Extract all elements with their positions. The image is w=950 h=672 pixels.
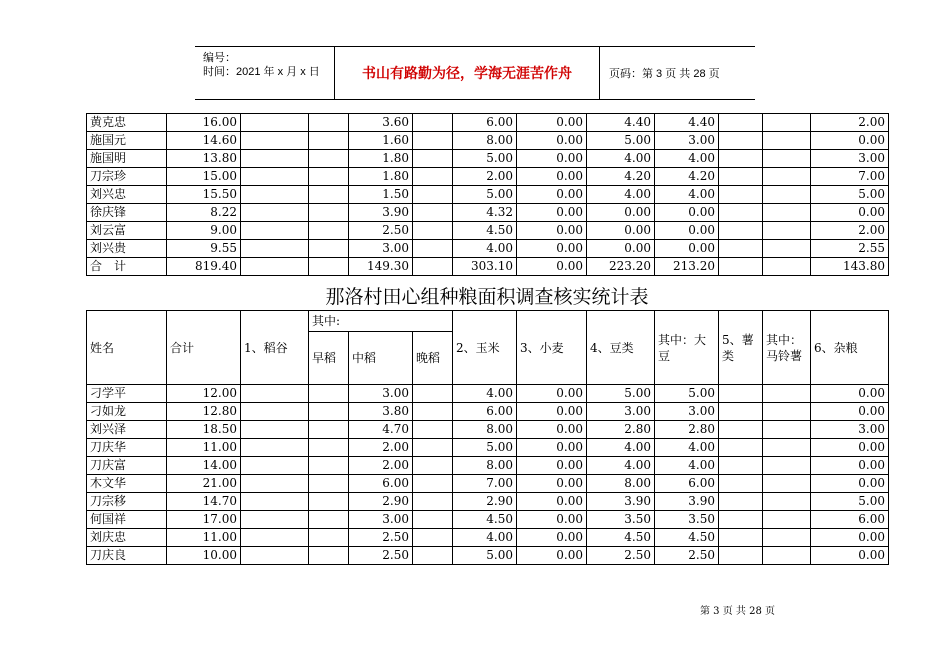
row-value-cell: 8.00 — [453, 457, 517, 475]
row-value-cell — [719, 132, 763, 150]
row-value-cell — [719, 168, 763, 186]
row-value-cell: 3.00 — [349, 240, 413, 258]
row-name-cell: 刘云富 — [87, 222, 167, 240]
header-meta — [195, 47, 335, 99]
header-tubers: 5、薯类 — [719, 311, 763, 385]
row-value-cell: 7.00 — [811, 168, 889, 186]
row-value-cell — [763, 385, 811, 403]
row-value-cell — [413, 421, 453, 439]
row-value-cell: 5.00 — [587, 385, 655, 403]
header-name: 姓名 — [87, 311, 167, 385]
row-value-cell — [719, 114, 763, 132]
row-value-cell: 0.00 — [655, 222, 719, 240]
row-value-cell: 2.50 — [587, 547, 655, 565]
row-value-cell: 3.00 — [811, 421, 889, 439]
row-value-cell: 3.90 — [655, 493, 719, 511]
row-value-cell — [719, 511, 763, 529]
table-row — [87, 439, 889, 457]
row-value-cell — [719, 475, 763, 493]
row-value-cell — [719, 385, 763, 403]
row-value-cell — [719, 222, 763, 240]
page-header — [195, 46, 755, 100]
row-value-cell — [763, 150, 811, 168]
row-value-cell: 4.50 — [587, 529, 655, 547]
row-value-cell — [309, 168, 349, 186]
row-value-cell: 5.00 — [453, 186, 517, 204]
row-value-cell — [719, 240, 763, 258]
header-beans: 4、豆类 — [587, 311, 655, 385]
row-value-cell: 0.00 — [517, 132, 587, 150]
table-title: 那洛村田心组种粮面积调查核实统计表 — [325, 286, 649, 308]
row-value-cell — [241, 168, 309, 186]
row-value-cell — [241, 258, 309, 276]
row-value-cell: 15.50 — [167, 186, 241, 204]
row-value-cell: 12.00 — [167, 385, 241, 403]
row-value-cell — [719, 421, 763, 439]
row-value-cell: 18.50 — [167, 421, 241, 439]
row-value-cell — [763, 403, 811, 421]
table-row — [87, 150, 889, 168]
row-value-cell — [763, 168, 811, 186]
row-value-cell: 0.00 — [811, 439, 889, 457]
row-value-cell: 3.00 — [655, 403, 719, 421]
row-value-cell: 7.00 — [453, 475, 517, 493]
row-value-cell: 3.00 — [587, 403, 655, 421]
row-value-cell — [309, 529, 349, 547]
row-value-cell: 4.00 — [655, 186, 719, 204]
row-value-cell: 2.00 — [349, 457, 413, 475]
row-value-cell: 6.00 — [453, 403, 517, 421]
grain-area-table — [86, 310, 889, 565]
row-value-cell: 4.00 — [587, 150, 655, 168]
table-row — [87, 421, 889, 439]
row-value-cell: 4.20 — [655, 168, 719, 186]
row-value-cell: 8.00 — [453, 132, 517, 150]
row-name-cell: 合 计 — [87, 258, 167, 276]
row-value-cell: 303.10 — [453, 258, 517, 276]
row-value-cell: 223.20 — [587, 258, 655, 276]
row-value-cell: 0.00 — [811, 385, 889, 403]
row-value-cell: 0.00 — [517, 475, 587, 493]
row-value-cell: 5.00 — [811, 186, 889, 204]
row-value-cell: 0.00 — [811, 204, 889, 222]
row-value-cell: 11.00 — [167, 439, 241, 457]
row-value-cell — [241, 475, 309, 493]
table-row — [87, 529, 889, 547]
row-name-cell: 黄克忠 — [87, 114, 167, 132]
row-value-cell — [309, 132, 349, 150]
row-value-cell — [763, 222, 811, 240]
number-label: 编号： — [203, 52, 236, 64]
row-value-cell — [413, 457, 453, 475]
row-value-cell — [413, 529, 453, 547]
table-row — [87, 168, 889, 186]
row-value-cell: 3.00 — [349, 385, 413, 403]
table-row — [87, 493, 889, 511]
row-value-cell: 3.90 — [587, 493, 655, 511]
row-value-cell: 5.00 — [587, 132, 655, 150]
row-value-cell: 12.80 — [167, 403, 241, 421]
row-value-cell — [241, 186, 309, 204]
row-value-cell: 4.40 — [587, 114, 655, 132]
row-value-cell — [763, 114, 811, 132]
row-value-cell — [413, 204, 453, 222]
row-value-cell — [719, 204, 763, 222]
row-value-cell: 4.50 — [655, 529, 719, 547]
row-value-cell: 0.00 — [517, 150, 587, 168]
row-name-cell: 刘兴贵 — [87, 240, 167, 258]
row-value-cell: 0.00 — [811, 475, 889, 493]
row-value-cell — [241, 403, 309, 421]
row-value-cell: 16.00 — [167, 114, 241, 132]
row-value-cell — [309, 547, 349, 565]
table-continuation — [86, 113, 889, 276]
row-value-cell — [309, 186, 349, 204]
row-value-cell — [309, 222, 349, 240]
row-value-cell — [309, 475, 349, 493]
table-row — [87, 457, 889, 475]
row-value-cell — [719, 150, 763, 168]
table-row — [87, 222, 889, 240]
row-value-cell: 4.00 — [587, 186, 655, 204]
row-value-cell — [241, 529, 309, 547]
row-value-cell: 3.00 — [349, 511, 413, 529]
header-row-1 — [87, 311, 889, 332]
row-value-cell: 1.80 — [349, 150, 413, 168]
header-of-which: 其中: — [309, 311, 453, 332]
row-value-cell: 4.00 — [655, 457, 719, 475]
row-value-cell — [763, 132, 811, 150]
row-value-cell: 6.00 — [453, 114, 517, 132]
row-value-cell: 2.90 — [349, 493, 413, 511]
row-value-cell: 0.00 — [517, 240, 587, 258]
row-name-cell: 刀宗移 — [87, 493, 167, 511]
row-value-cell: 0.00 — [517, 529, 587, 547]
row-value-cell: 5.00 — [811, 493, 889, 511]
row-value-cell: 14.60 — [167, 132, 241, 150]
row-value-cell — [719, 457, 763, 475]
time-label: 时间：2021 年 x 月 x 日 — [203, 66, 320, 78]
row-value-cell: 5.00 — [655, 385, 719, 403]
header-wheat: 3、小麦 — [517, 311, 587, 385]
row-value-cell: 3.90 — [349, 204, 413, 222]
row-value-cell: 4.50 — [453, 511, 517, 529]
row-value-cell: 2.00 — [811, 222, 889, 240]
row-value-cell — [413, 439, 453, 457]
row-name-cell: 刘庆忠 — [87, 529, 167, 547]
row-value-cell: 3.80 — [349, 403, 413, 421]
row-value-cell: 1.60 — [349, 132, 413, 150]
row-name-cell: 刁学平 — [87, 385, 167, 403]
row-value-cell: 0.00 — [587, 222, 655, 240]
table-row — [87, 385, 889, 403]
row-value-cell — [413, 168, 453, 186]
row-value-cell — [241, 421, 309, 439]
row-value-cell: 6.00 — [349, 475, 413, 493]
row-value-cell: 4.00 — [453, 385, 517, 403]
row-value-cell: 4.32 — [453, 204, 517, 222]
row-value-cell — [241, 114, 309, 132]
row-value-cell: 3.00 — [811, 150, 889, 168]
table-row — [87, 403, 889, 421]
row-value-cell — [413, 403, 453, 421]
row-name-cell: 施国元 — [87, 132, 167, 150]
row-value-cell — [763, 547, 811, 565]
row-value-cell — [719, 493, 763, 511]
row-value-cell — [309, 385, 349, 403]
row-name-cell: 木文华 — [87, 475, 167, 493]
row-value-cell: 2.50 — [349, 222, 413, 240]
row-value-cell — [763, 240, 811, 258]
row-value-cell: 0.00 — [517, 258, 587, 276]
row-value-cell: 2.50 — [349, 529, 413, 547]
row-value-cell: 0.00 — [517, 168, 587, 186]
row-value-cell: 819.40 — [167, 258, 241, 276]
row-value-cell — [413, 222, 453, 240]
grain-area-table-body — [87, 385, 889, 565]
row-value-cell: 8.22 — [167, 204, 241, 222]
row-value-cell — [309, 493, 349, 511]
row-value-cell: 0.00 — [517, 547, 587, 565]
row-value-cell — [309, 511, 349, 529]
row-value-cell: 4.20 — [587, 168, 655, 186]
row-value-cell: 0.00 — [811, 529, 889, 547]
row-value-cell — [413, 511, 453, 529]
row-value-cell — [719, 186, 763, 204]
row-value-cell: 13.80 — [167, 150, 241, 168]
row-value-cell: 2.90 — [453, 493, 517, 511]
row-value-cell: 5.00 — [453, 547, 517, 565]
row-value-cell — [413, 150, 453, 168]
row-value-cell: 4.00 — [453, 529, 517, 547]
table-row — [87, 114, 889, 132]
page-footer: 第 3 页 共 28 页 — [700, 606, 775, 617]
row-value-cell: 8.00 — [453, 421, 517, 439]
row-value-cell — [763, 493, 811, 511]
row-value-cell: 3.50 — [655, 511, 719, 529]
table-row — [87, 511, 889, 529]
header-early-rice: 早稻 — [309, 332, 349, 385]
row-value-cell: 0.00 — [517, 493, 587, 511]
table-row — [87, 547, 889, 565]
row-value-cell — [719, 258, 763, 276]
row-value-cell — [309, 240, 349, 258]
row-name-cell: 刀庆华 — [87, 439, 167, 457]
row-value-cell — [309, 204, 349, 222]
row-value-cell — [763, 421, 811, 439]
row-value-cell: 0.00 — [517, 204, 587, 222]
row-value-cell: 0.00 — [587, 240, 655, 258]
row-value-cell: 0.00 — [517, 421, 587, 439]
row-value-cell: 6.00 — [811, 511, 889, 529]
row-value-cell: 0.00 — [811, 132, 889, 150]
row-value-cell: 2.00 — [349, 439, 413, 457]
row-value-cell: 2.55 — [811, 240, 889, 258]
row-value-cell: 1.50 — [349, 186, 413, 204]
row-value-cell: 4.00 — [587, 439, 655, 457]
row-value-cell — [763, 475, 811, 493]
row-value-cell: 4.50 — [453, 222, 517, 240]
row-value-cell: 8.00 — [587, 475, 655, 493]
row-value-cell — [241, 240, 309, 258]
row-value-cell — [763, 439, 811, 457]
row-value-cell: 0.00 — [517, 439, 587, 457]
row-value-cell: 4.00 — [655, 150, 719, 168]
row-value-cell — [413, 493, 453, 511]
row-value-cell: 1.80 — [349, 168, 413, 186]
header-potato: 其中：马铃薯 — [763, 311, 811, 385]
header-page-label: 页码：第 3 页 共 28 页 — [609, 68, 720, 80]
row-value-cell: 0.00 — [517, 186, 587, 204]
row-value-cell: 0.00 — [517, 403, 587, 421]
row-value-cell: 5.00 — [453, 439, 517, 457]
row-value-cell — [241, 204, 309, 222]
row-value-cell — [719, 403, 763, 421]
row-value-cell: 3.50 — [587, 511, 655, 529]
row-value-cell: 2.80 — [655, 421, 719, 439]
row-value-cell — [309, 457, 349, 475]
row-value-cell: 14.70 — [167, 493, 241, 511]
row-value-cell: 9.00 — [167, 222, 241, 240]
row-name-cell: 何国祥 — [87, 511, 167, 529]
row-value-cell: 0.00 — [655, 240, 719, 258]
row-value-cell: 0.00 — [517, 222, 587, 240]
table-row — [87, 258, 889, 276]
row-value-cell — [763, 204, 811, 222]
row-value-cell: 3.00 — [655, 132, 719, 150]
row-value-cell: 0.00 — [517, 385, 587, 403]
row-value-cell — [719, 547, 763, 565]
row-value-cell: 213.20 — [655, 258, 719, 276]
row-value-cell: 4.40 — [655, 114, 719, 132]
row-value-cell — [241, 547, 309, 565]
header-soybean: 其中：大豆 — [655, 311, 719, 385]
row-name-cell: 刀庆富 — [87, 457, 167, 475]
row-value-cell — [413, 114, 453, 132]
table-row — [87, 240, 889, 258]
row-value-cell: 3.60 — [349, 114, 413, 132]
row-value-cell — [763, 529, 811, 547]
row-value-cell: 11.00 — [167, 529, 241, 547]
row-value-cell — [719, 529, 763, 547]
row-value-cell: 5.00 — [453, 150, 517, 168]
row-value-cell: 17.00 — [167, 511, 241, 529]
row-value-cell: 149.30 — [349, 258, 413, 276]
row-value-cell: 0.00 — [811, 403, 889, 421]
header-mid-rice: 中稻 — [349, 332, 413, 385]
row-value-cell — [241, 222, 309, 240]
row-value-cell: 2.50 — [349, 547, 413, 565]
row-value-cell: 143.80 — [811, 258, 889, 276]
header-total: 合计 — [167, 311, 241, 385]
row-value-cell — [413, 186, 453, 204]
row-name-cell: 刀庆良 — [87, 547, 167, 565]
row-value-cell — [763, 457, 811, 475]
row-value-cell: 0.00 — [655, 204, 719, 222]
row-value-cell: 0.00 — [517, 457, 587, 475]
row-value-cell — [309, 403, 349, 421]
row-value-cell: 2.80 — [587, 421, 655, 439]
row-name-cell: 刘兴忠 — [87, 186, 167, 204]
row-value-cell: 6.00 — [655, 475, 719, 493]
row-value-cell — [241, 439, 309, 457]
row-value-cell — [241, 385, 309, 403]
header-rice: 1、稻谷 — [241, 311, 309, 385]
row-value-cell: 4.00 — [453, 240, 517, 258]
row-value-cell: 2.00 — [453, 168, 517, 186]
row-value-cell — [413, 240, 453, 258]
row-value-cell — [413, 547, 453, 565]
row-value-cell — [241, 511, 309, 529]
row-value-cell — [763, 511, 811, 529]
header-misc: 6、杂粮 — [811, 311, 889, 385]
row-value-cell — [309, 439, 349, 457]
row-value-cell — [241, 132, 309, 150]
row-value-cell — [241, 457, 309, 475]
row-value-cell — [413, 475, 453, 493]
row-name-cell: 刁如龙 — [87, 403, 167, 421]
row-value-cell — [241, 150, 309, 168]
table-row — [87, 186, 889, 204]
row-value-cell — [719, 439, 763, 457]
row-value-cell: 4.70 — [349, 421, 413, 439]
row-value-cell — [413, 258, 453, 276]
row-name-cell: 刘兴泽 — [87, 421, 167, 439]
row-name-cell: 施国明 — [87, 150, 167, 168]
header-motto: 书山有路勤为径，学海无涯苦作舟 — [335, 47, 600, 99]
row-value-cell: 0.00 — [517, 511, 587, 529]
row-value-cell: 0.00 — [587, 204, 655, 222]
row-value-cell — [309, 114, 349, 132]
row-value-cell: 9.55 — [167, 240, 241, 258]
table-continuation-body — [87, 114, 889, 276]
row-value-cell — [309, 421, 349, 439]
row-value-cell: 0.00 — [811, 457, 889, 475]
row-value-cell: 15.00 — [167, 168, 241, 186]
row-name-cell: 刀宗珍 — [87, 168, 167, 186]
row-value-cell — [413, 132, 453, 150]
row-value-cell — [763, 258, 811, 276]
header-corn: 2、玉米 — [453, 311, 517, 385]
header-late-rice: 晚稻 — [413, 332, 453, 385]
row-value-cell: 4.00 — [587, 457, 655, 475]
row-value-cell — [763, 186, 811, 204]
row-value-cell: 0.00 — [811, 547, 889, 565]
row-value-cell — [413, 385, 453, 403]
table-row — [87, 204, 889, 222]
row-value-cell: 0.00 — [517, 114, 587, 132]
row-value-cell: 21.00 — [167, 475, 241, 493]
row-value-cell: 2.00 — [811, 114, 889, 132]
table-row — [87, 475, 889, 493]
row-name-cell: 徐庆锋 — [87, 204, 167, 222]
row-value-cell — [309, 150, 349, 168]
row-value-cell — [309, 258, 349, 276]
row-value-cell: 4.00 — [655, 439, 719, 457]
row-value-cell: 14.00 — [167, 457, 241, 475]
row-value-cell — [241, 493, 309, 511]
row-value-cell: 2.50 — [655, 547, 719, 565]
row-value-cell: 10.00 — [167, 547, 241, 565]
table-row — [87, 132, 889, 150]
